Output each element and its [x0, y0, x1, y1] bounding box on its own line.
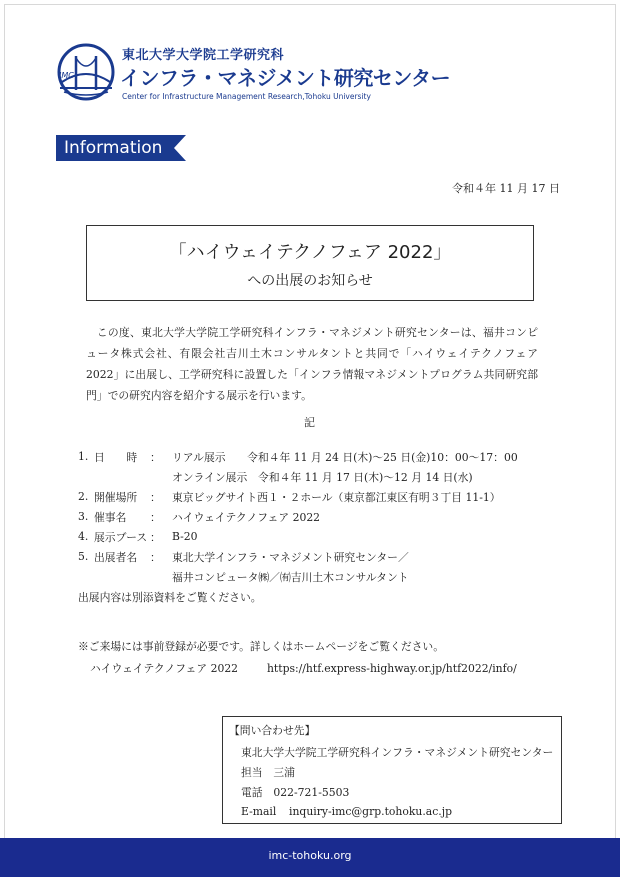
contact-heading: 【問い合わせ先】 — [229, 724, 316, 737]
imc-logo-icon — [56, 42, 116, 102]
contact-person: 担当 三浦 — [241, 766, 295, 779]
org-name: 東北大学大学院工学研究科 — [122, 48, 285, 63]
registration-note-text: ※ご来場には事前登録が必要です。詳しくはホームページをご覧ください。 — [78, 640, 445, 653]
registration-note — [78, 636, 517, 680]
center-name-en: Center for Infrastructure Management Research,Tohoku University — [122, 92, 371, 101]
issue-date: 令和４年 11 月 17 日 — [452, 182, 560, 195]
ki-heading: 記 — [304, 416, 315, 429]
footer-site-link[interactable]: imc-tohoku.org — [0, 838, 620, 877]
title-sub: への出展のお知らせ — [247, 273, 373, 289]
contact-phone: 電話 022-721-5503 — [241, 786, 350, 799]
contact-email-link[interactable]: inquiry-imc@grp.tohoku.ac.jp — [289, 805, 452, 818]
center-name: インフラ・マネジメント研究センター — [120, 66, 451, 90]
logo-text: IMC — [59, 71, 74, 80]
contact-org: 東北大学大学院工学研究科インフラ・マネジメント研究センター — [241, 746, 554, 759]
contact-box — [222, 716, 562, 824]
title-box — [86, 225, 534, 301]
event-url-link[interactable]: https://htf.express-highway.or.jp/htf2022/info/ — [266, 662, 517, 675]
event-name: ハイウェイテクノフェア 2022 — [90, 662, 239, 675]
title-main: 「ハイウェイテクノフェア 2022」 — [168, 242, 452, 263]
contact-email-label: E-mail — [241, 805, 277, 818]
body-paragraph: この度、東北大学大学院工学研究科インフラ・マネジメント研究センターは、福井コンピュータ株式会社、有限会社吉川土木コンサルタントと共同で「ハイウェイテクノフェア 2022」に出展し、工学研究科に設置した「インフラ情報マネジメントプログラム共同研究部門」での研究内容を紹介する展示を行います。 — [86, 326, 538, 402]
ribbon-label: Information — [64, 138, 163, 158]
